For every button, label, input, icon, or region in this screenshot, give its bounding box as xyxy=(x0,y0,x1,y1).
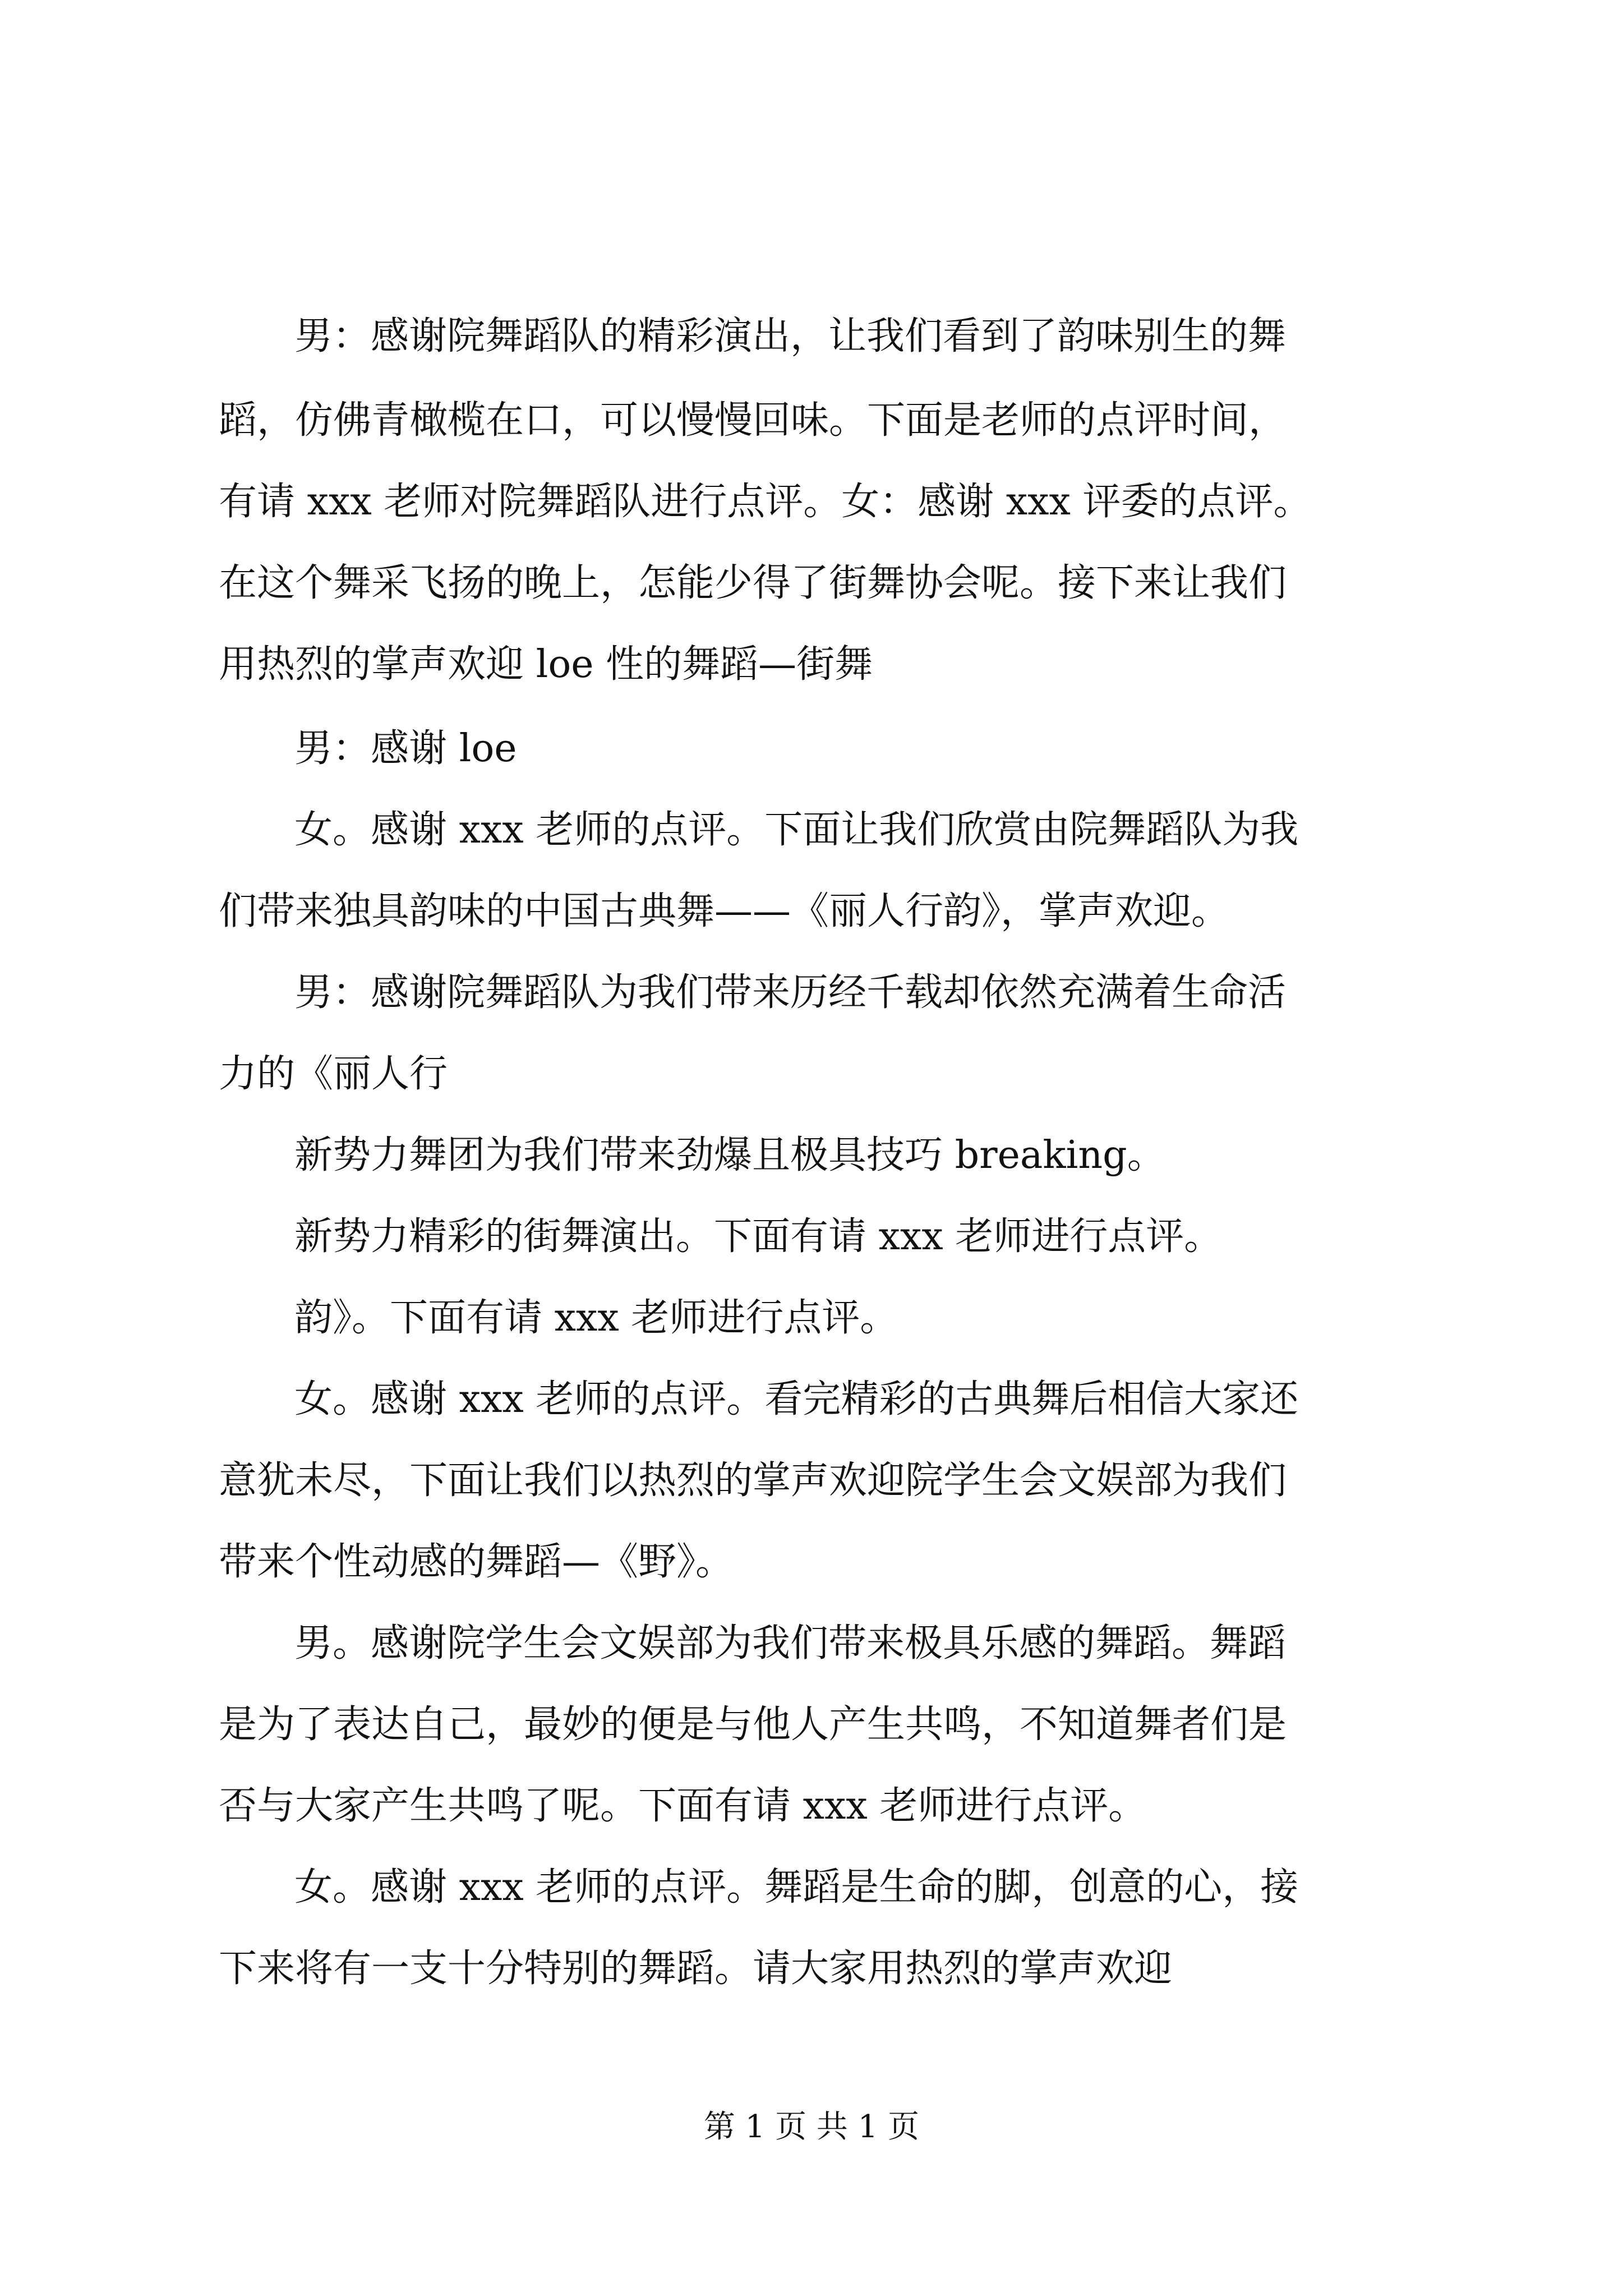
text-line: 否与大家产生共鸣了呢。下面有请 xxx 老师进行点评。 xyxy=(219,1784,1147,1828)
text-line: 男：感谢 loe xyxy=(294,726,517,771)
text-line: 蹈，仿佛青橄榄在口，可以慢慢回味。下面是老师的点评时间， xyxy=(219,398,1287,443)
text-line: 男。感谢院学生会文娱部为我们带来极具乐感的舞蹈。舞蹈 xyxy=(294,1621,1287,1665)
text-line: 在这个舞采飞扬的晚上，怎能少得了街舞协会呢。接下来让我们 xyxy=(219,561,1287,605)
text-line: 女。感谢 xxx 老师的点评。下面让我们欣赏由院舞蹈队为我 xyxy=(294,808,1299,852)
text-line: 韵》。下面有请 xxx 老师进行点评。 xyxy=(294,1296,898,1340)
page-footer: 第 1 页 共 1 页 xyxy=(703,2109,920,2145)
text-line: 女。感谢 xxx 老师的点评。舞蹈是生命的脚，创意的心，接 xyxy=(294,1865,1299,1910)
text-line: 女。感谢 xxx 老师的点评。看完精彩的古典舞后相信大家还 xyxy=(294,1377,1299,1421)
text-line: 男：感谢院舞蹈队为我们带来历经千载却依然充满着生命活 xyxy=(294,970,1287,1015)
text-line: 下来将有一支十分特别的舞蹈。请大家用热烈的掌声欢迎 xyxy=(219,1947,1173,1991)
text-line: 意犹未尽，下面让我们以热烈的掌声欢迎院学生会文娱部为我们 xyxy=(219,1458,1287,1503)
text-line: 新势力舞团为我们带来劲爆且极具技巧 breaking。 xyxy=(294,1133,1165,1177)
text-line: 们带来独具韵味的中国古典舞——《丽人行韵》，掌声欢迎。 xyxy=(219,889,1230,933)
text-line: 用热烈的掌声欢迎 loe 性的舞蹈—街舞 xyxy=(219,642,873,687)
text-line: 是为了表达自己，最妙的便是与他人产生共鸣，不知道舞者们是 xyxy=(219,1703,1287,1747)
text-line: 带来个性动感的舞蹈—《野》。 xyxy=(219,1540,734,1584)
text-line: 力的《丽人行 xyxy=(219,1052,448,1096)
text-line: 有请 xxx 老师对院舞蹈队进行点评。女：感谢 xxx 评委的点评。 xyxy=(219,480,1312,524)
text-line: 新势力精彩的街舞演出。下面有请 xxx 老师进行点评。 xyxy=(294,1214,1223,1259)
text-line: 男：感谢院舞蹈队的精彩演出，让我们看到了韵味别生的舞 xyxy=(294,314,1287,358)
